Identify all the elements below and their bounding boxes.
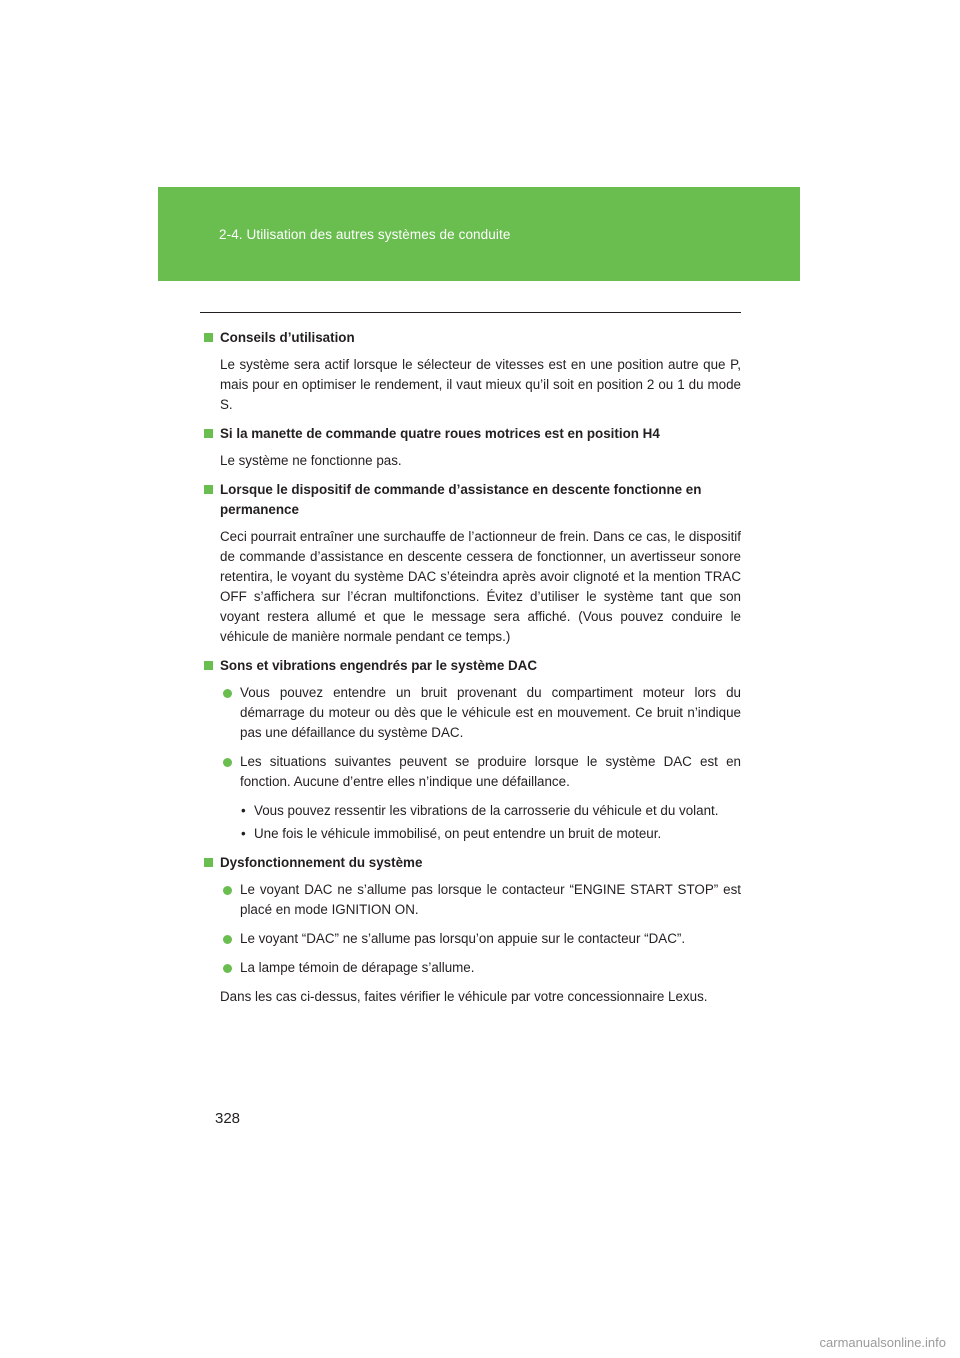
square-bullet-icon (204, 333, 213, 342)
square-bullet-icon (204, 858, 213, 867)
bullet-dot-icon: • (241, 803, 246, 818)
list-item: Les situations suivantes peuvent se produire lorsque le système DAC est en fonction. Aucune d’entre elles n’indique une défaillance. (204, 752, 741, 792)
page-content (204, 328, 741, 1016)
section-heading: Dysfonctionnement du système (204, 853, 741, 873)
square-bullet-icon (204, 429, 213, 438)
section-conseils (204, 328, 741, 415)
section-heading: Si la manette de commande quatre roues motrices est en position H4 (204, 424, 741, 444)
footer-watermark[interactable]: carmanualsonline.info (819, 1335, 946, 1350)
paragraph: Ceci pourrait entraîner une surchauffe de l’actionneur de frein. Dans ce cas, le dispositif de commande d’assistance en descente cessera de fonctionner, un avertisseur sonore retentira, le voyant du système DAC s’éteindra après avoir clignoté et la mention TRAC OFF s’affichera sur l’écran multifonctions. Évitez d’utiliser le système tant que son voyant restera allumé et que le message sera affiché. (Vous pouvez conduire le véhicule de manière normale pendant ce temps.) (220, 529, 741, 644)
round-bullet-icon (223, 886, 232, 895)
list-item: Vous pouvez entendre un bruit provenant du compartiment moteur lors du démarrage du moteur ou dès que le véhicule est en mouvement. Ce bruit n’indique pas une défaillance du système DAC. (204, 683, 741, 743)
square-bullet-icon (204, 661, 213, 670)
sub-list-item: • Vous pouvez ressentir les vibrations de la carrosserie du véhicule et du volant. (204, 801, 741, 821)
list-item: La lampe témoin de dérapage s’allume. (204, 958, 741, 978)
section-heading: Conseils d’utilisation (204, 328, 741, 348)
list-item: Le voyant “DAC” ne s’allume pas lorsqu’on appuie sur le contacteur “DAC”. (204, 929, 741, 949)
header-band (158, 187, 800, 281)
square-bullet-icon (204, 485, 213, 494)
round-bullet-icon (223, 758, 232, 767)
sub-list-item: • Une fois le véhicule immobilisé, on peut entendre un bruit de moteur. (204, 824, 741, 844)
paragraph: Le système sera actif lorsque le sélecteur de vitesses est en une position autre que P, mais pour en optimiser le rendement, il vaut mieux qu’il soit en position 2 ou 1 du mode S. (220, 357, 741, 412)
round-bullet-icon (223, 689, 232, 698)
page-number: 328 (215, 1110, 241, 1127)
bullet-dot-icon: • (241, 826, 246, 841)
list-item: Le voyant DAC ne s’allume pas lorsque le contacteur “ENGINE START STOP” est placé en mode IGNITION ON. (204, 880, 741, 920)
section-heading: Sons et vibrations engendrés par le système DAC (204, 656, 741, 676)
header-rule (200, 312, 741, 313)
section-permanence (204, 480, 741, 647)
section-heading: Lorsque le dispositif de commande d’assistance en descente fonctionne en permanence (204, 480, 741, 520)
round-bullet-icon (223, 935, 232, 944)
round-bullet-icon (223, 964, 232, 973)
closing-paragraph: Dans les cas ci-dessus, faites vérifier le véhicule par votre concessionnaire Lexus. (220, 989, 708, 1004)
paragraph: Le système ne fonctionne pas. (220, 453, 402, 468)
section-title: 2-4. Utilisation des autres systèmes de conduite (219, 227, 511, 242)
section-sons (204, 656, 741, 844)
section-h4 (204, 424, 741, 471)
section-dysfonctionnement (204, 853, 741, 1007)
